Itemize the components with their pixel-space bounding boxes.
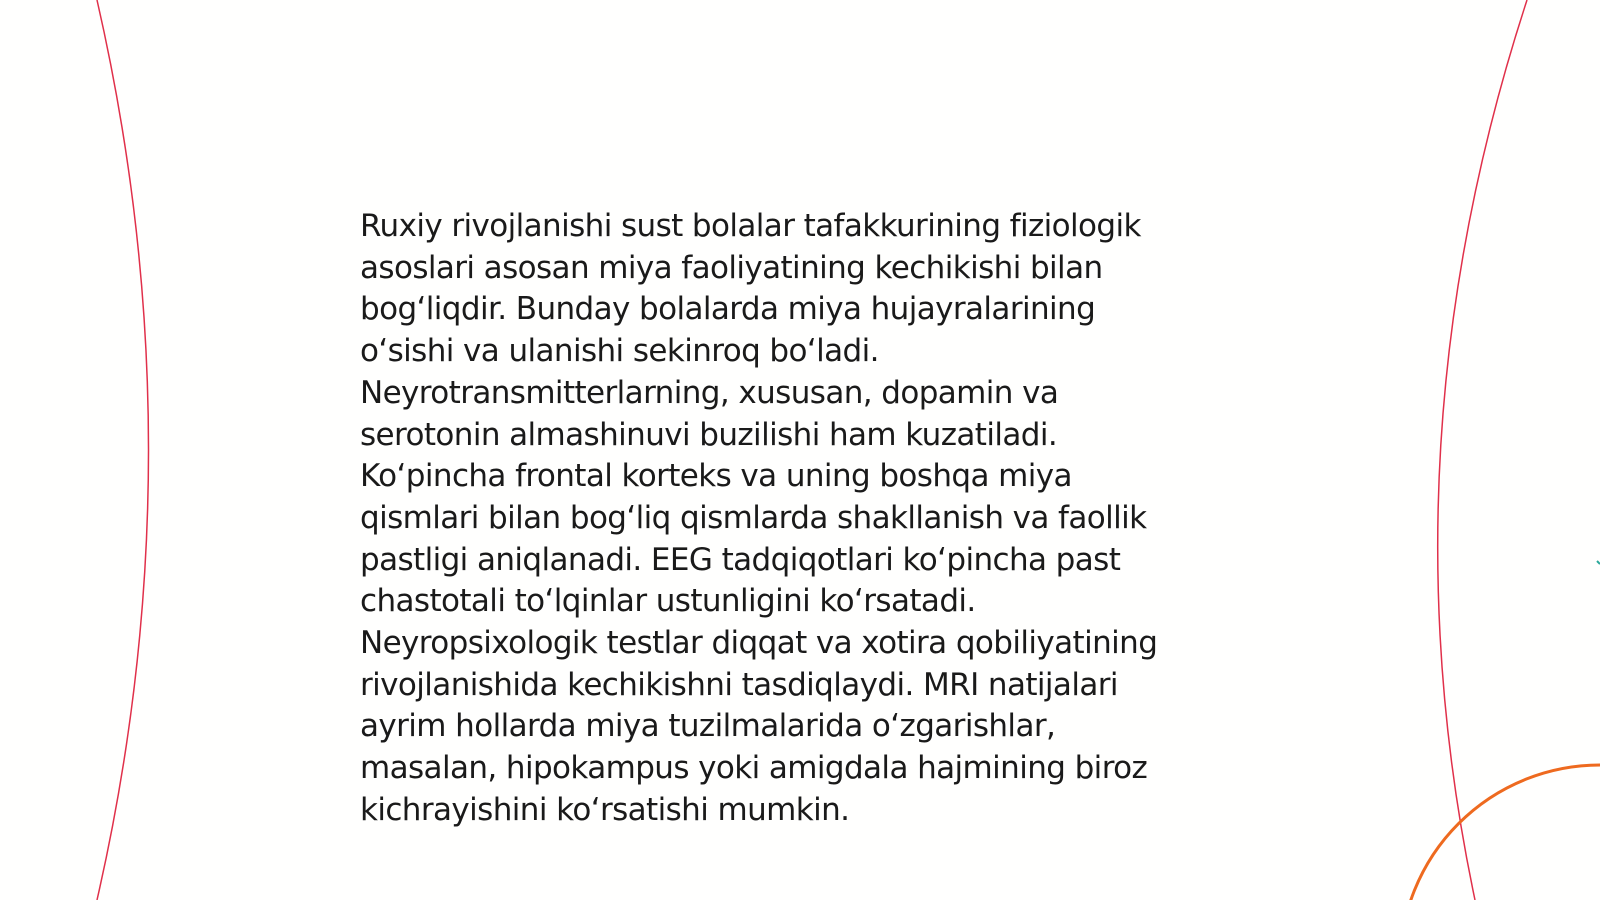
left-curve [97, 0, 149, 900]
orange-arc [1400, 765, 1600, 900]
body-text: Ruxiy rivojlanishi sust bolalar tafakkurining fiziologik asoslari asosan miya faoliyatining kechikishi bilan bog‘liqdir. Bunday bolalarda miya hujayralarining o‘sishi va ulanishi sekinroq bo‘ladi. Neyrotransmitterlarning, xususan, dopamin va serotonin almashinuvi buzilishi ham kuzatiladi. Ko‘pincha frontal korteks va uning boshqa miya qismlari bilan bog‘liq qismlarda shakllanish va faollik pastligi aniqlanadi. EEG tadqiqotlari ko‘pincha past chastotali to‘lqinlar ustunligini ko‘rsatadi. Neyropsixologik testlar diqqat va xotira qobiliyatining rivojlanishida kechikishni tasdiqlaydi. MRI natijalari ayrim hollarda miya tuzilmalarida o‘zgarishlar, masalan, hipokampus yoki amigdala hajmining biroz kichrayishini ko‘rsatishi mumkin. [360, 208, 1158, 828]
right-curve [1438, 0, 1527, 900]
